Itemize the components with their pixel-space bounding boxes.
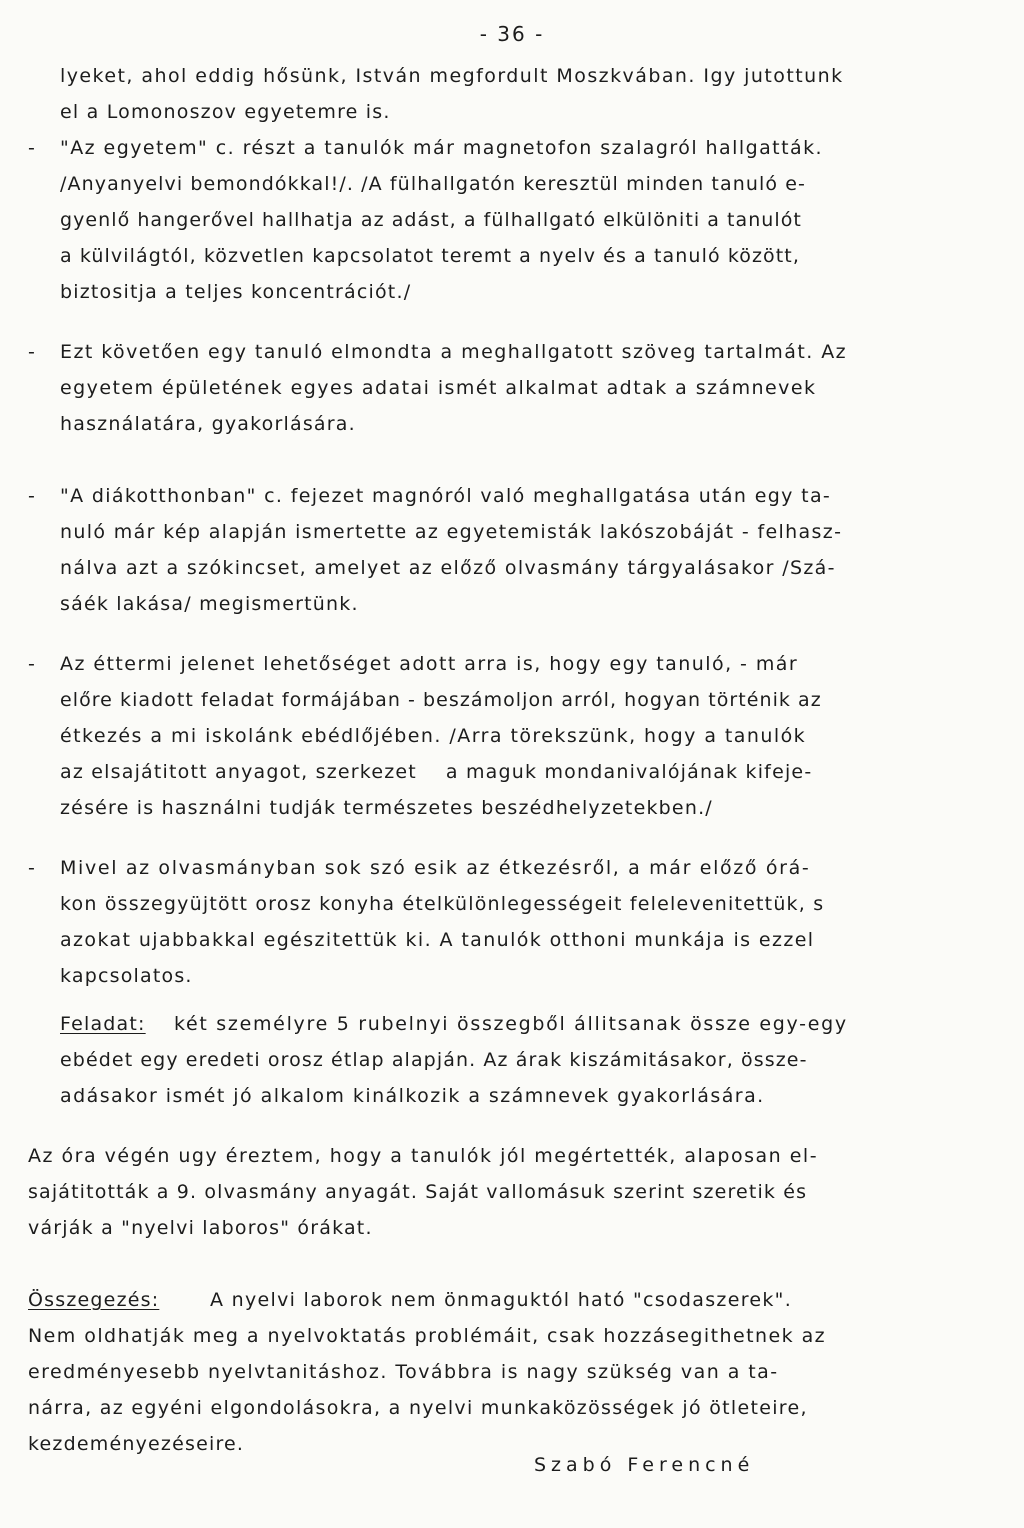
text-line: a külvilágtól, közvetlen kapcsolatot teremt a nyelv és a tanuló között, <box>60 245 801 267</box>
text-line: zésére is használni tudják természetes beszédhelyzetekben./ <box>60 797 713 819</box>
text-line: egyetem épületének egyes adatai ismét alkalmat adtak a számnevek <box>60 377 817 399</box>
text-line: ebédet egy eredeti orosz étlap alapján. Az árak kiszámitásakor, össze- <box>60 1049 808 1071</box>
text-line: használatára, gyakorlására. <box>60 413 356 435</box>
list-dash: - <box>28 857 37 879</box>
osszegzes-label: Összegezés: <box>28 1289 160 1311</box>
text-line: Mivel az olvasmányban sok szó esik az étkezésről, a már előző órá- <box>60 857 811 879</box>
text-line: Ezt követően egy tanuló elmondta a meghallgatott szöveg tartalmát. Az <box>60 341 848 363</box>
text-line: el a Lomonoszov egyetemre is. <box>60 101 391 123</box>
text-line: étkezés a mi iskolánk ebédlőjében. /Arra törekszünk, hogy a tanulók <box>60 725 807 747</box>
text-line: kapcsolatos. <box>60 965 193 987</box>
text-line: nuló már kép alapján ismertette az egyetemisták lakószobáját - felhasz- <box>60 521 843 543</box>
text-line: /Anyanyelvi bemondókkal!/. /A fülhallgatón keresztül minden tanuló e- <box>60 173 807 195</box>
text-line: sajátitották a 9. olvasmány anyagát. Saját vallomásuk szerint szeretik és <box>28 1181 808 1203</box>
list-dash: - <box>28 137 37 159</box>
text-line: Az éttermi jelenet lehetőséget adott arra is, hogy egy tanuló, - már <box>60 653 799 675</box>
text-line: gyenlő hangerővel hallhatja az adást, a fülhallgató elkülöniti a tanulót <box>60 209 802 231</box>
text-line: sáék lakása/ megismertünk. <box>60 593 359 615</box>
list-dash: - <box>28 341 37 363</box>
text-line: nárra, az egyéni elgondolásokra, a nyelvi munkaközösségek jó ötleteire, <box>28 1397 808 1419</box>
text-line: azokat ujabbakkal egészitettük ki. A tanulók otthoni munkája is ezzel <box>60 929 815 951</box>
text-line: adásakor ismét jó alkalom kinálkozik a számnevek gyakorlására. <box>60 1085 765 1107</box>
list-dash: - <box>28 653 37 675</box>
text-line: az elsajátitott anyagot, szerkezet a maguk mondanivalójának kifeje- <box>60 761 813 783</box>
text-line: "Az egyetem" c. részt a tanulók már magnetofon szalagról hallgatták. <box>60 137 824 159</box>
text-line: kezdeményezéseire. <box>28 1433 245 1455</box>
text-line: "A diákotthonban" c. fejezet magnóról való meghallgatása után egy ta- <box>60 485 832 507</box>
text-line: Az óra végén ugy éreztem, hogy a tanulók jól megértették, alaposan el- <box>28 1145 819 1167</box>
page-number: - 36 - <box>479 22 545 46</box>
text-line: biztositja a teljes koncentrációt./ <box>60 281 412 303</box>
text-line: Nem oldhatják meg a nyelvoktatás problémáit, csak hozzásegithetnek az <box>28 1325 827 1347</box>
signature: Szabó Ferencné <box>534 1454 755 1476</box>
text-line: kon összegyüjtött orosz konyha ételkülönlegességeit felelevenitettük, s <box>60 893 825 915</box>
text-line: előre kiadott feladat formájában - beszámoljon arról, hogyan történik az <box>60 689 822 711</box>
list-dash: - <box>28 485 37 507</box>
feladat-label: Feladat: <box>60 1013 146 1035</box>
text-line: eredményesebb nyelvtanitáshoz. Továbbra is nagy szükség van a ta- <box>28 1361 779 1383</box>
text-line: A nyelvi laborok nem önmaguktól ható "csodaszerek". <box>210 1289 793 1311</box>
text-line: két személyre 5 rubelnyi összegből állitsanak össze egy-egy <box>174 1013 848 1035</box>
text-line: nálva azt a szókincset, amelyet az előző olvasmány tárgyalásakor /Szá- <box>60 557 836 579</box>
text-line: lyeket, ahol eddig hősünk, István megfordult Moszkvában. Igy jutottunk <box>60 65 844 87</box>
text-line: várják a "nyelvi laboros" órákat. <box>28 1217 373 1239</box>
